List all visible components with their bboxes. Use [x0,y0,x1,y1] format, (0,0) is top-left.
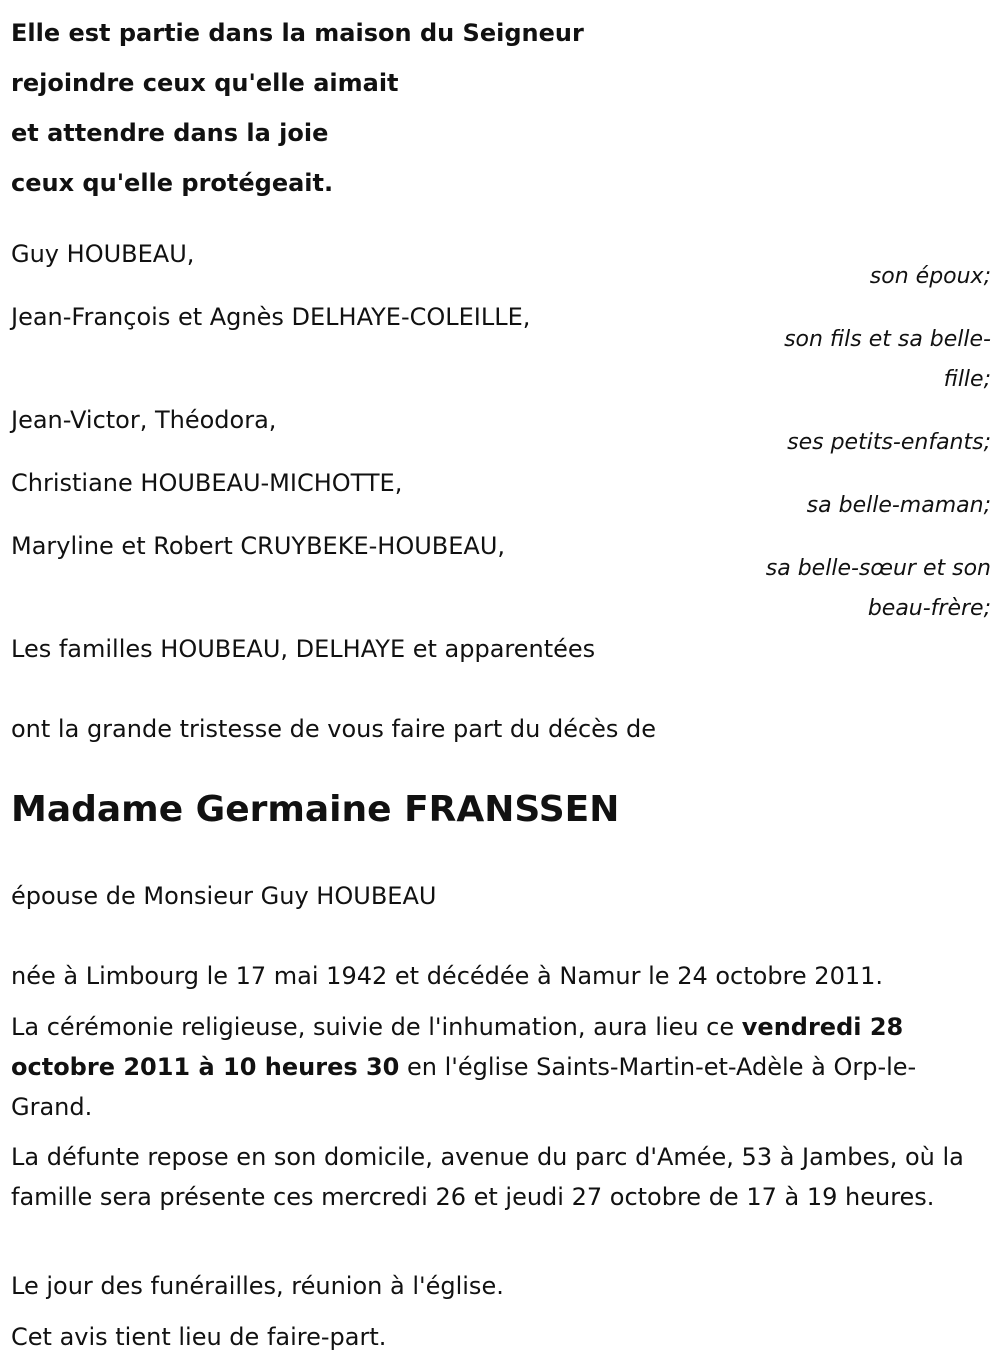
family-member-name: Jean-François et Agnès DELHAYE-COLEILLE, [11,303,531,331]
ceremony-place: en l'église Saints-Martin-et-Adèle à Orp-le-Grand. [11,1053,917,1121]
announcement-text: ont la grande tristesse de vous faire part du décès de [11,715,657,743]
poem-line: et attendre dans la joie [11,119,329,147]
meeting-text: Le jour des funérailles, réunion à l'église. [11,1272,504,1300]
ceremony-date-time: vendredi 28 octobre 2011 à 10 heures 30 [11,1013,904,1081]
spouse-line: épouse de Monsieur Guy HOUBEAU [11,882,437,910]
poem-line: Elle est partie dans la maison du Seigneur [11,19,584,47]
memorial-poem [11,8,584,208]
family-member-name: Jean-Victor, Théodora, [11,406,277,434]
ceremony-intro: La cérémonie religieuse, suivie de l'inhumation, aura lieu ce [11,1013,742,1041]
family-member-name: Christiane HOUBEAU-MICHOTTE, [11,469,403,497]
poem-line: ceux qu'elle protégeait. [11,169,334,197]
deceased-name: Madame Germaine FRANSSEN [11,789,620,830]
family-member-relation: son fils et sa belle-fille; [784,327,991,392]
family-member-name: Guy HOUBEAU, [11,240,195,268]
obituary-page [11,0,991,1370]
family-member-name: Maryline et Robert CRUYBEKE-HOUBEAU, [11,532,506,560]
ceremony-paragraph [11,1007,986,1127]
family-member-relation: ses petits-enfants; [787,430,991,455]
family-member-relation: son époux; [869,264,991,289]
birth-death-text: née à Limbourg le 17 mai 1942 et décédée à Namur le 24 octobre 2011. [11,962,884,990]
families-line: Les familles HOUBEAU, DELHAYE et apparentées [11,635,596,663]
family-member-relation: sa belle-maman; [806,493,991,518]
family-member-relation: sa belle-sœur et son beau-frère; [765,556,991,621]
poem-line: rejoindre ceux qu'elle aimait [11,69,399,97]
repose-paragraph: La défunte repose en son domicile, avenue du parc d'Amée, 53 à Jambes, où la famille sera présente ces mercredi 26 et jeudi 27 octobre de 17 à 19 heures. [11,1143,964,1211]
notice-text: Cet avis tient lieu de faire-part. [11,1323,387,1351]
